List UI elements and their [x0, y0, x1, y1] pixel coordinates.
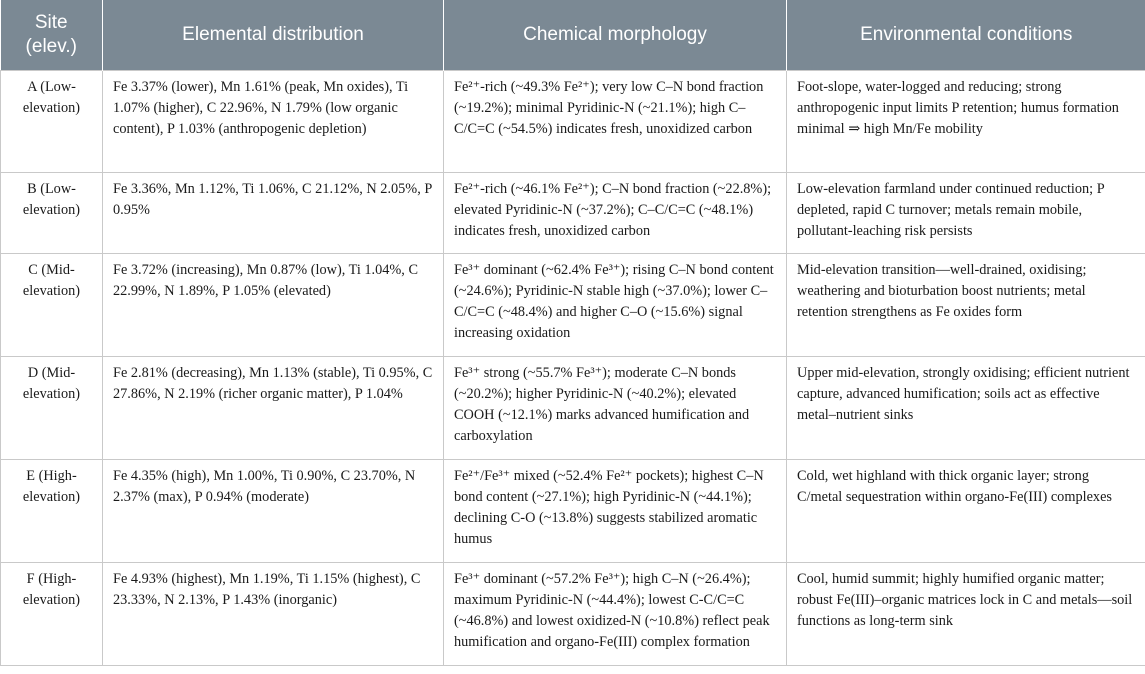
cell-site: A (Low-elevation) — [1, 71, 103, 173]
cell-elemental: Fe 2.81% (decreasing), Mn 1.13% (stable), Ti 0.95%, C 27.86%, N 2.19% (richer organic matter), P 1.04% — [103, 357, 444, 460]
table-row — [1, 254, 1145, 357]
cell-chemical — [444, 563, 787, 666]
chemical-detail: (~62.4% Fe³⁺); rising C–N bond content (~24.6%); Pyridinic-N stable high (~37.0%); lower C–C/C=C (~48.4%) and higher C–O (~15.6%) signal increasing oxidation — [454, 262, 774, 341]
cell-chemical — [444, 254, 787, 357]
table-body — [1, 71, 1145, 666]
cell-chemical — [444, 357, 787, 460]
table-row — [1, 357, 1145, 460]
cell-elemental: Fe 4.35% (high), Mn 1.00%, Ti 0.90%, C 23.70%, N 2.37% (max), P 0.94% (moderate) — [103, 460, 444, 563]
chemical-ion: Fe³⁺ dominant — [454, 262, 538, 278]
header-site-line1: Site — [34, 12, 68, 33]
chemical-detail: (~46.1% Fe²⁺); C–N bond fraction (~22.8%); elevated Pyridinic-N (~37.2%); C–C/C=C (~48.1%) indicates fresh, unoxidized carbon — [454, 181, 772, 239]
cell-environmental: Mid-elevation transition—well-drained, oxidising; weathering and bioturbation boost nutrients; metal retention strengthens as Fe oxides form — [787, 254, 1145, 357]
cell-elemental: Fe 4.93% (highest), Mn 1.19%, Ti 1.15% (highest), C 23.33%, N 2.13%, P 1.43% (inorganic) — [103, 563, 444, 666]
cell-environmental: Foot-slope, water-logged and reducing; strong anthropogenic input limits P retention; humus formation minimal ⇒ high Mn/Fe mobility — [787, 71, 1145, 173]
chemical-ion: Fe²⁺-rich — [454, 181, 508, 197]
chemical-ion: Fe²⁺/Fe³⁺ mixed — [454, 468, 550, 484]
header-site-line2: (elev.) — [25, 36, 77, 57]
chemical-detail: (~49.3% Fe²⁺); very low C–N bond fraction (~19.2%); minimal Pyridinic-N (~21.1%); high C–C/C=C (~54.5%) indicates fresh, unoxidized carbon — [454, 79, 764, 137]
header-environmental-conditions: Environmental conditions — [787, 0, 1145, 71]
cell-chemical — [444, 71, 787, 173]
cell-site: D (Mid-elevation) — [1, 357, 103, 460]
cell-environmental: Low-elevation farmland under continued reduction; P depleted, rapid C turnover; metals remain mobile, pollutant-leaching risk persists — [787, 173, 1145, 254]
header-chemical-morphology: Chemical morphology — [444, 0, 787, 71]
cell-site: F (High-elevation) — [1, 563, 103, 666]
chemical-ion: Fe³⁺ dominant — [454, 571, 538, 587]
cell-environmental: Cool, humid summit; highly humified organic matter; robust Fe(III)–organic matrices lock in C and metals—soil functions as long-term sink — [787, 563, 1145, 666]
chemical-detail: (~52.4% Fe²⁺ pockets); highest C–N bond content (~27.1%); high Pyridinic-N (~44.1%); declining C-O (~13.8%) suggests stabilized aromatic humus — [454, 468, 764, 547]
table-header — [1, 0, 1145, 71]
cell-environmental: Cold, wet highland with thick organic layer; strong C/metal sequestration within organo-Fe(III) complexes — [787, 460, 1145, 563]
cell-elemental: Fe 3.36%, Mn 1.12%, Ti 1.06%, C 21.12%, N 2.05%, P 0.95% — [103, 173, 444, 254]
header-elemental-distribution: Elemental distribution — [103, 0, 444, 71]
header-row — [1, 0, 1145, 71]
cell-environmental: Upper mid-elevation, strongly oxidising; efficient nutrient capture, advanced humification; soils act as effective metal–nutrient sinks — [787, 357, 1145, 460]
cell-site: B (Low-elevation) — [1, 173, 103, 254]
chemical-detail: (~57.2% Fe³⁺); high C–N (~26.4%); maximum Pyridinic-N (~44.4%); lowest C-C/C=C (~46.8%) and lowest oxidized-N (~10.8%) reflect peak humification and organo-Fe(III) complex formation — [454, 571, 770, 650]
table-row — [1, 173, 1145, 254]
cell-elemental: Fe 3.37% (lower), Mn 1.61% (peak, Mn oxides), Ti 1.07% (higher), C 22.96%, N 1.79% (low organic content), P 1.03% (anthropogenic depletion) — [103, 71, 444, 173]
cell-site: E (High-elevation) — [1, 460, 103, 563]
cell-chemical — [444, 460, 787, 563]
table-row — [1, 460, 1145, 563]
header-site — [1, 0, 103, 71]
cell-site: C (Mid-elevation) — [1, 254, 103, 357]
chemical-ion: Fe²⁺-rich — [454, 79, 508, 95]
cell-chemical — [444, 173, 787, 254]
chemical-detail: (~55.7% Fe³⁺); moderate C–N bonds (~20.2%); higher Pyridinic-N (~40.2%); elevated COOH (~12.1%) marks advanced humification and carboxylation — [454, 365, 750, 444]
table-row — [1, 563, 1145, 666]
chemical-ion: Fe³⁺ strong — [454, 365, 520, 381]
cell-elemental: Fe 3.72% (increasing), Mn 0.87% (low), Ti 1.04%, C 22.99%, N 1.89%, P 1.05% (elevated) — [103, 254, 444, 357]
table-row — [1, 71, 1145, 173]
